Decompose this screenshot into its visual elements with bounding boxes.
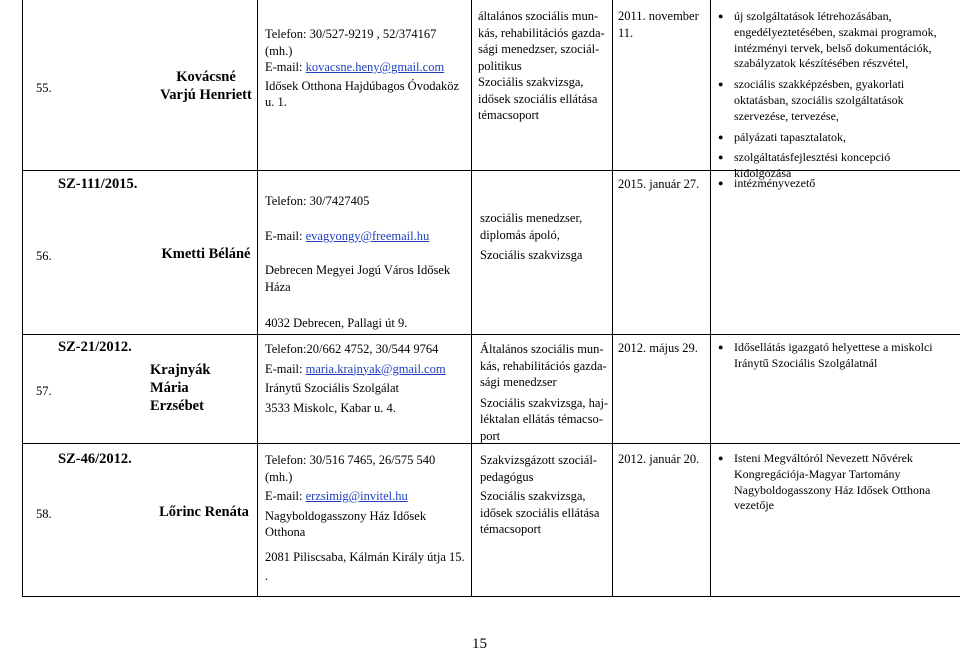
phone: Telefon: 30/516 7465, 26/575 540 — [265, 453, 436, 467]
qual-line: pedagógus — [480, 469, 534, 484]
organization-extra: u. 1. — [265, 95, 287, 109]
phone-extra: (mh.) — [265, 43, 293, 58]
row-number: 57. — [36, 384, 52, 398]
qual-line: idősek szociális ellátása — [480, 505, 600, 520]
qual-line: Szociális szakvizsga — [480, 248, 583, 262]
date-line: 2012. május 29. — [618, 341, 698, 355]
qual-line: kás, rehabilitációs gazda- — [480, 358, 607, 373]
row-number: 55. — [36, 81, 52, 95]
qual-line: Szociális szakvizsga, — [478, 75, 584, 89]
person-name — [150, 68, 262, 104]
date-line: 2015. január 27. — [618, 177, 700, 191]
date — [618, 176, 708, 193]
activity-item: ● pályázati tapasztalatok, — [718, 130, 940, 146]
qual-line: Szociális szakvizsga, haj- — [480, 395, 609, 410]
email-link[interactable]: erzsimig@invitel.hu — [305, 489, 408, 503]
organization: Nagyboldogasszony Ház Idősek — [265, 508, 427, 523]
activity-item: ● szociális szakképzésben, gyakorlati oktatásban, szociális szolgáltatások szervezése, tervezése, — [718, 77, 940, 124]
page-number: 15 — [472, 636, 487, 652]
phone: Telefon: 30/527-9219 , 52/374167 — [265, 27, 437, 41]
qualifications — [478, 8, 610, 124]
qual-line: sági menedzser — [480, 375, 557, 389]
person-name — [150, 503, 258, 521]
date — [618, 451, 708, 468]
qual-line: sági menedzser, szociál- — [478, 42, 600, 56]
column-divider — [471, 0, 472, 597]
date-line: 11. — [618, 25, 634, 40]
date — [618, 340, 708, 357]
contact-info — [265, 193, 470, 332]
contact-info — [265, 341, 470, 416]
row-number: 58. — [36, 507, 52, 521]
email-line — [265, 59, 470, 76]
address-extra: . — [265, 569, 269, 583]
person-name-line: Erzsébet — [150, 398, 204, 414]
qualifications — [480, 210, 608, 264]
organization: Idősek Otthona Hajdúbagos Óvodaköz — [265, 78, 460, 93]
column-divider — [612, 0, 613, 597]
phone: Telefon: 30/7427405 — [265, 194, 370, 208]
email-line — [265, 488, 470, 505]
person-name-line: Mária — [150, 380, 189, 396]
activities — [718, 176, 940, 192]
organization: Iránytű Szociális Szolgálat — [265, 381, 399, 395]
organization: Debrecen Megyei Jogú Város Idősek — [265, 263, 451, 277]
organization-extra: Otthona — [265, 525, 306, 539]
email-line — [265, 228, 470, 245]
row-number: 56. — [36, 249, 52, 263]
organization-extra: Háza — [265, 279, 291, 294]
date-line: 2011. november — [618, 9, 699, 23]
activities — [718, 340, 950, 372]
registration-id: SZ-111/2015. — [58, 176, 138, 192]
registration-id: SZ-21/2012. — [58, 339, 132, 355]
qual-line: általános szociális mun- — [478, 9, 599, 23]
email-line — [265, 361, 470, 378]
activity-item: ● új szolgáltatások létrehozásában, engedélyeztetésében, szakmai programok, intézményi tervek, belső dokumentációk, szabályzatok készítésében részvétel, — [718, 9, 940, 72]
date-line: 2012. január 20. — [618, 452, 700, 466]
qual-line: témacsoport — [480, 522, 542, 536]
person-name-line: Kovácsné — [176, 69, 236, 85]
contact-info — [265, 452, 470, 585]
activities — [718, 9, 940, 182]
phone-extra: (mh.) — [265, 469, 293, 484]
email-label: E-mail: — [265, 60, 306, 74]
activities — [718, 451, 940, 514]
address: 4032 Debrecen, Pallagi út 9. — [265, 316, 408, 330]
column-divider — [710, 0, 711, 597]
activity-item: ● Idősellátás igazgató helyettese a miskolci Iránytű Szociális Szolgálatnál — [718, 340, 950, 372]
qual-line: Általános szociális mun- — [480, 342, 604, 356]
email-label: E-mail: — [265, 489, 306, 503]
activity-item: ● intézményvezető — [718, 176, 940, 192]
activity-item: ● Isteni Megváltóról Nevezett Nővérek Kongregációja-Magyar Tartomány Nagyboldogasszony Ház Idősek Otthona vezetője — [718, 451, 940, 514]
qualifications — [480, 452, 610, 538]
contact-info — [265, 26, 470, 111]
person-name — [150, 245, 262, 263]
qual-line: kás, rehabilitációs gazda- — [478, 25, 605, 40]
date — [618, 8, 708, 41]
person-name-line: Lőrinc Renáta — [159, 504, 249, 520]
qual-line: port — [480, 428, 501, 443]
qual-line: Szakvizsgázott szociál- — [480, 453, 597, 467]
qual-line: szociális menedzser, — [480, 211, 583, 225]
person-name-line: Krajnyák — [150, 362, 211, 378]
qualifications — [480, 341, 610, 444]
row-divider — [22, 596, 960, 597]
email-link[interactable]: evagyongy@freemail.hu — [305, 228, 430, 243]
email-link[interactable]: kovacsne.heny@gmail.com — [305, 60, 445, 74]
email-link[interactable]: maria.krajnyak@gmail.com — [305, 361, 446, 376]
address: 3533 Miskolc, Kabar u. 4. — [265, 400, 396, 415]
qual-line: diplomás ápoló, — [480, 227, 560, 242]
person-name-line: Varjú Henriett — [160, 87, 252, 103]
qual-line: idősek szociális ellátása — [478, 91, 598, 106]
email-label: E-mail: — [265, 361, 306, 376]
activity-item: ● szolgáltatásfejlesztési koncepció kidolgozása — [718, 150, 940, 182]
qual-line: politikus — [478, 58, 522, 73]
address: 2081 Piliscsaba, Kálmán Király útja 15. — [265, 549, 465, 564]
registration-id: SZ-46/2012. — [58, 451, 132, 467]
qual-line: témacsoport — [478, 108, 540, 122]
phone: Telefon:20/662 4752, 30/544 9764 — [265, 342, 439, 356]
person-name-line: Kmetti Béláné — [161, 246, 251, 262]
row-divider — [22, 334, 960, 335]
qual-line: Szociális szakvizsga, — [480, 489, 586, 503]
person-name — [150, 361, 230, 415]
email-label: E-mail: — [265, 228, 306, 243]
column-divider — [22, 0, 23, 597]
qual-line: léktalan ellátás témacso- — [480, 412, 603, 426]
